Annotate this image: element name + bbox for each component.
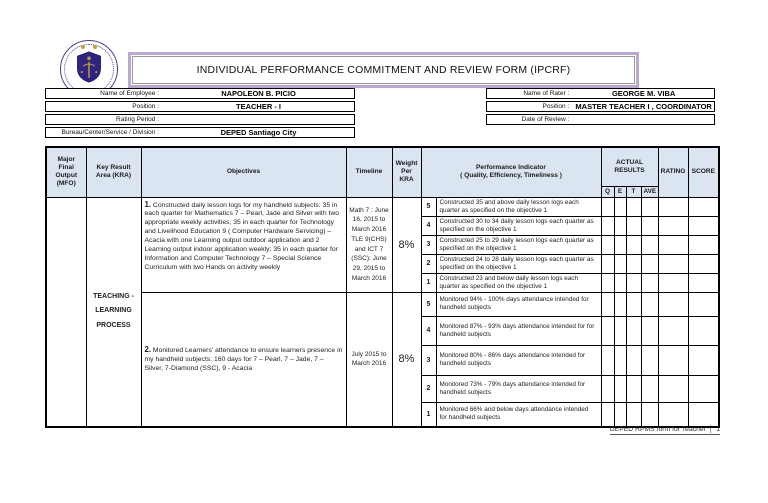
rating-cell: [658, 316, 688, 345]
q-cell: [601, 292, 614, 316]
page-footer: [610, 426, 720, 435]
rating-cell: [658, 254, 688, 273]
rating-cell: [658, 235, 688, 254]
objective-text: Constructed daily lesson logs for my handheld subjects: 35 in each quarter for Mathematics 7 – Pearl, Jade and Silver with two appropriate weekly activities; 35 in each quarter for Technology and Livelihood Education 9 ( Computer Hardware Servicing) – Acacia with one Learning output outdoor application and 2 Learning output indoor application weekly; 35 in each quarter for Information and Computer Technology 7 – Special Science Curriculum with two Hands on activity weekly: [144, 201, 340, 272]
q-cell: [601, 235, 614, 254]
objective-1-cell: [141, 197, 346, 292]
t-cell: [626, 197, 641, 216]
col-header-mfo: Major Final Output (MFO): [46, 147, 86, 197]
field-employee-position: [45, 101, 355, 112]
col-header-objectives: Objectives: [141, 147, 346, 197]
performance-indicator-label: Performance Indicator: [476, 164, 546, 172]
col-header-t: T: [626, 186, 641, 197]
objective-number: 1.: [144, 199, 152, 209]
q-cell: [601, 216, 614, 235]
score-cell: [688, 273, 719, 292]
ave-cell: [641, 316, 658, 345]
indicator-level: 4: [421, 316, 436, 345]
e-cell: [614, 216, 626, 235]
indicator-text: Monitored 94% - 100% days attendance intended for handheld subjects: [436, 292, 601, 316]
score-cell: [688, 235, 719, 254]
indicator-text: Constructed 30 to 34 daily lesson logs each quarter as specified on the objective 1: [436, 216, 601, 235]
t-cell: [626, 235, 641, 254]
rating-cell: [658, 375, 688, 402]
ipcrf-table: [45, 146, 720, 428]
rating-cell: [658, 216, 688, 235]
col-header-ave: AVE: [641, 186, 658, 197]
seal-ornament: [81, 45, 85, 49]
footer-separator: │: [708, 426, 714, 433]
t-cell: [626, 375, 641, 402]
indicator-text: Monitored 66% and below days attendance intended for handheld subjects: [436, 402, 601, 427]
e-cell: [614, 345, 626, 375]
form-title-box: [132, 56, 635, 84]
field-rater-position: [486, 101, 715, 112]
field-label: Name of Employee :: [100, 90, 160, 97]
col-header-e: E: [614, 186, 626, 197]
col-header-rating: RATING: [658, 147, 688, 197]
e-cell: [614, 375, 626, 402]
ave-cell: [641, 216, 658, 235]
field-label: Rating Period :: [116, 116, 160, 123]
col-header-actual-results: ACTUAL RESULTS: [601, 147, 658, 186]
col-header-score: SCORE: [688, 147, 719, 197]
t-cell: [626, 254, 641, 273]
e-cell: [614, 402, 626, 427]
indicator-text: Constructed 25 to 29 daily lesson logs each quarter as specified on the objective 1: [436, 235, 601, 254]
field-bureau-division: [45, 127, 355, 138]
page-number: 1: [716, 426, 720, 433]
field-date-of-review: [486, 114, 715, 125]
kra-cell: TEACHING - LEARNING PROCESS: [86, 197, 141, 427]
rating-cell: [658, 402, 688, 427]
indicator-level: 4: [421, 216, 436, 235]
field-value: TEACHER - I: [236, 102, 282, 111]
indicator-text: Monitored 80% - 86% days attendance intended for handheld subjects: [436, 345, 601, 375]
q-cell: [601, 316, 614, 345]
footer-text: DEPED RPMS form for Teacher: [609, 426, 706, 433]
ave-cell: [641, 197, 658, 216]
q-cell: [601, 375, 614, 402]
t-cell: [626, 292, 641, 316]
t-cell: [626, 345, 641, 375]
e-cell: [614, 292, 626, 316]
e-cell: [614, 197, 626, 216]
objective-number: 2.: [144, 344, 152, 354]
ave-cell: [641, 292, 658, 316]
col-header-performance-indicator: [421, 147, 601, 197]
weight-1-cell: 8%: [392, 197, 421, 292]
ave-cell: [641, 235, 658, 254]
indicator-text: Constructed 35 and above daily lesson logs each quarter as specified on the objective 1: [436, 197, 601, 216]
q-cell: [601, 254, 614, 273]
field-value: MASTER TEACHER I , COORDINATOR: [575, 102, 712, 111]
rating-cell: [658, 197, 688, 216]
page-title: INDIVIDUAL PERFORMANCE COMMITMENT AND REVIEW FORM (IPCRF): [196, 64, 571, 76]
q-cell: [601, 273, 614, 292]
indicator-level: 3: [421, 235, 436, 254]
field-label: Position :: [542, 103, 570, 110]
indicator-level: 3: [421, 345, 436, 375]
q-cell: [601, 402, 614, 427]
score-cell: [688, 197, 719, 216]
rating-cell: [658, 273, 688, 292]
indicator-level: 1: [421, 402, 436, 427]
e-cell: [614, 235, 626, 254]
ave-cell: [641, 273, 658, 292]
objective-2-cell: [141, 292, 346, 427]
field-name-of-rater: [486, 88, 715, 99]
indicator-level: 5: [421, 292, 436, 316]
col-header-q: Q: [601, 186, 614, 197]
score-cell: [688, 316, 719, 345]
score-cell: [688, 345, 719, 375]
field-name-of-employee: [45, 88, 355, 99]
score-cell: [688, 292, 719, 316]
field-value: NAPOLEON B. PICIO: [221, 89, 296, 98]
rater-info-fields: [486, 88, 715, 127]
t-cell: [626, 402, 641, 427]
ave-cell: [641, 375, 658, 402]
field-label: Bureau/Center/Service / Division :: [61, 129, 160, 136]
t-cell: [626, 273, 641, 292]
indicator-level: 2: [421, 254, 436, 273]
weight-2-cell: 8%: [392, 292, 421, 427]
col-header-timeline: Timeline: [346, 147, 392, 197]
field-rating-period: [45, 114, 355, 125]
indicator-text: Constructed 24 to 28 daily lesson logs each quarter as specified on the objective 1: [436, 254, 601, 273]
t-cell: [626, 316, 641, 345]
ave-cell: [641, 402, 658, 427]
ave-cell: [641, 345, 658, 375]
field-value: DEPED Santiago City: [220, 128, 297, 137]
indicator-text: Monitored 73% - 79% days attendance intended for handheld subjects: [436, 375, 601, 402]
col-header-kra: Key Result Area (KRA): [86, 147, 141, 197]
field-label: Name of Rater :: [523, 90, 570, 97]
mfo-cell: [46, 197, 86, 427]
score-cell: [688, 216, 719, 235]
e-cell: [614, 316, 626, 345]
seal-text-ring: [64, 44, 114, 94]
indicator-level: 1: [421, 273, 436, 292]
employee-info-fields: [45, 88, 355, 140]
field-label: Position :: [132, 103, 160, 110]
e-cell: [614, 273, 626, 292]
indicator-level: 5: [421, 197, 436, 216]
t-cell: [626, 216, 641, 235]
field-label: Date of Review :: [521, 116, 570, 123]
col-header-weight: Weight Per KRA: [392, 147, 421, 197]
q-cell: [601, 345, 614, 375]
indicator-text: Monitored 87% - 93% days attendance intended for for handheld subjects: [436, 316, 601, 345]
ave-cell: [641, 254, 658, 273]
q-cell: [601, 197, 614, 216]
timeline-1-cell: Math 7 : June 16, 2015 to March 2016 TLE 9(CHS) and ICT 7 (SSC): June 29, 2015 to March 2016: [346, 197, 392, 292]
rating-cell: [658, 345, 688, 375]
indicator-level: 2: [421, 375, 436, 402]
timeline-2-cell: July 2015 to March 2016: [346, 292, 392, 427]
score-cell: [688, 254, 719, 273]
score-cell: [688, 375, 719, 402]
rating-cell: [658, 292, 688, 316]
field-value: GEORGE M. VIBA: [611, 89, 676, 98]
objective-text: Monitored Learners' attendance to ensure learners presence in my handheld subjects: 160 days for 7 – Pearl, 7 – Jade, 7 – Silver, 7-Diamond (SSC), 9 - Acacia: [144, 346, 343, 372]
score-cell: [688, 402, 719, 427]
seal-ornament: [93, 45, 97, 49]
performance-indicator-sublabel: ( Quality, Efficiency, Timeliness ): [460, 172, 562, 180]
indicator-text: Constructed 23 and below daily lesson logs each quarter as specified on the objective 1: [436, 273, 601, 292]
e-cell: [614, 254, 626, 273]
